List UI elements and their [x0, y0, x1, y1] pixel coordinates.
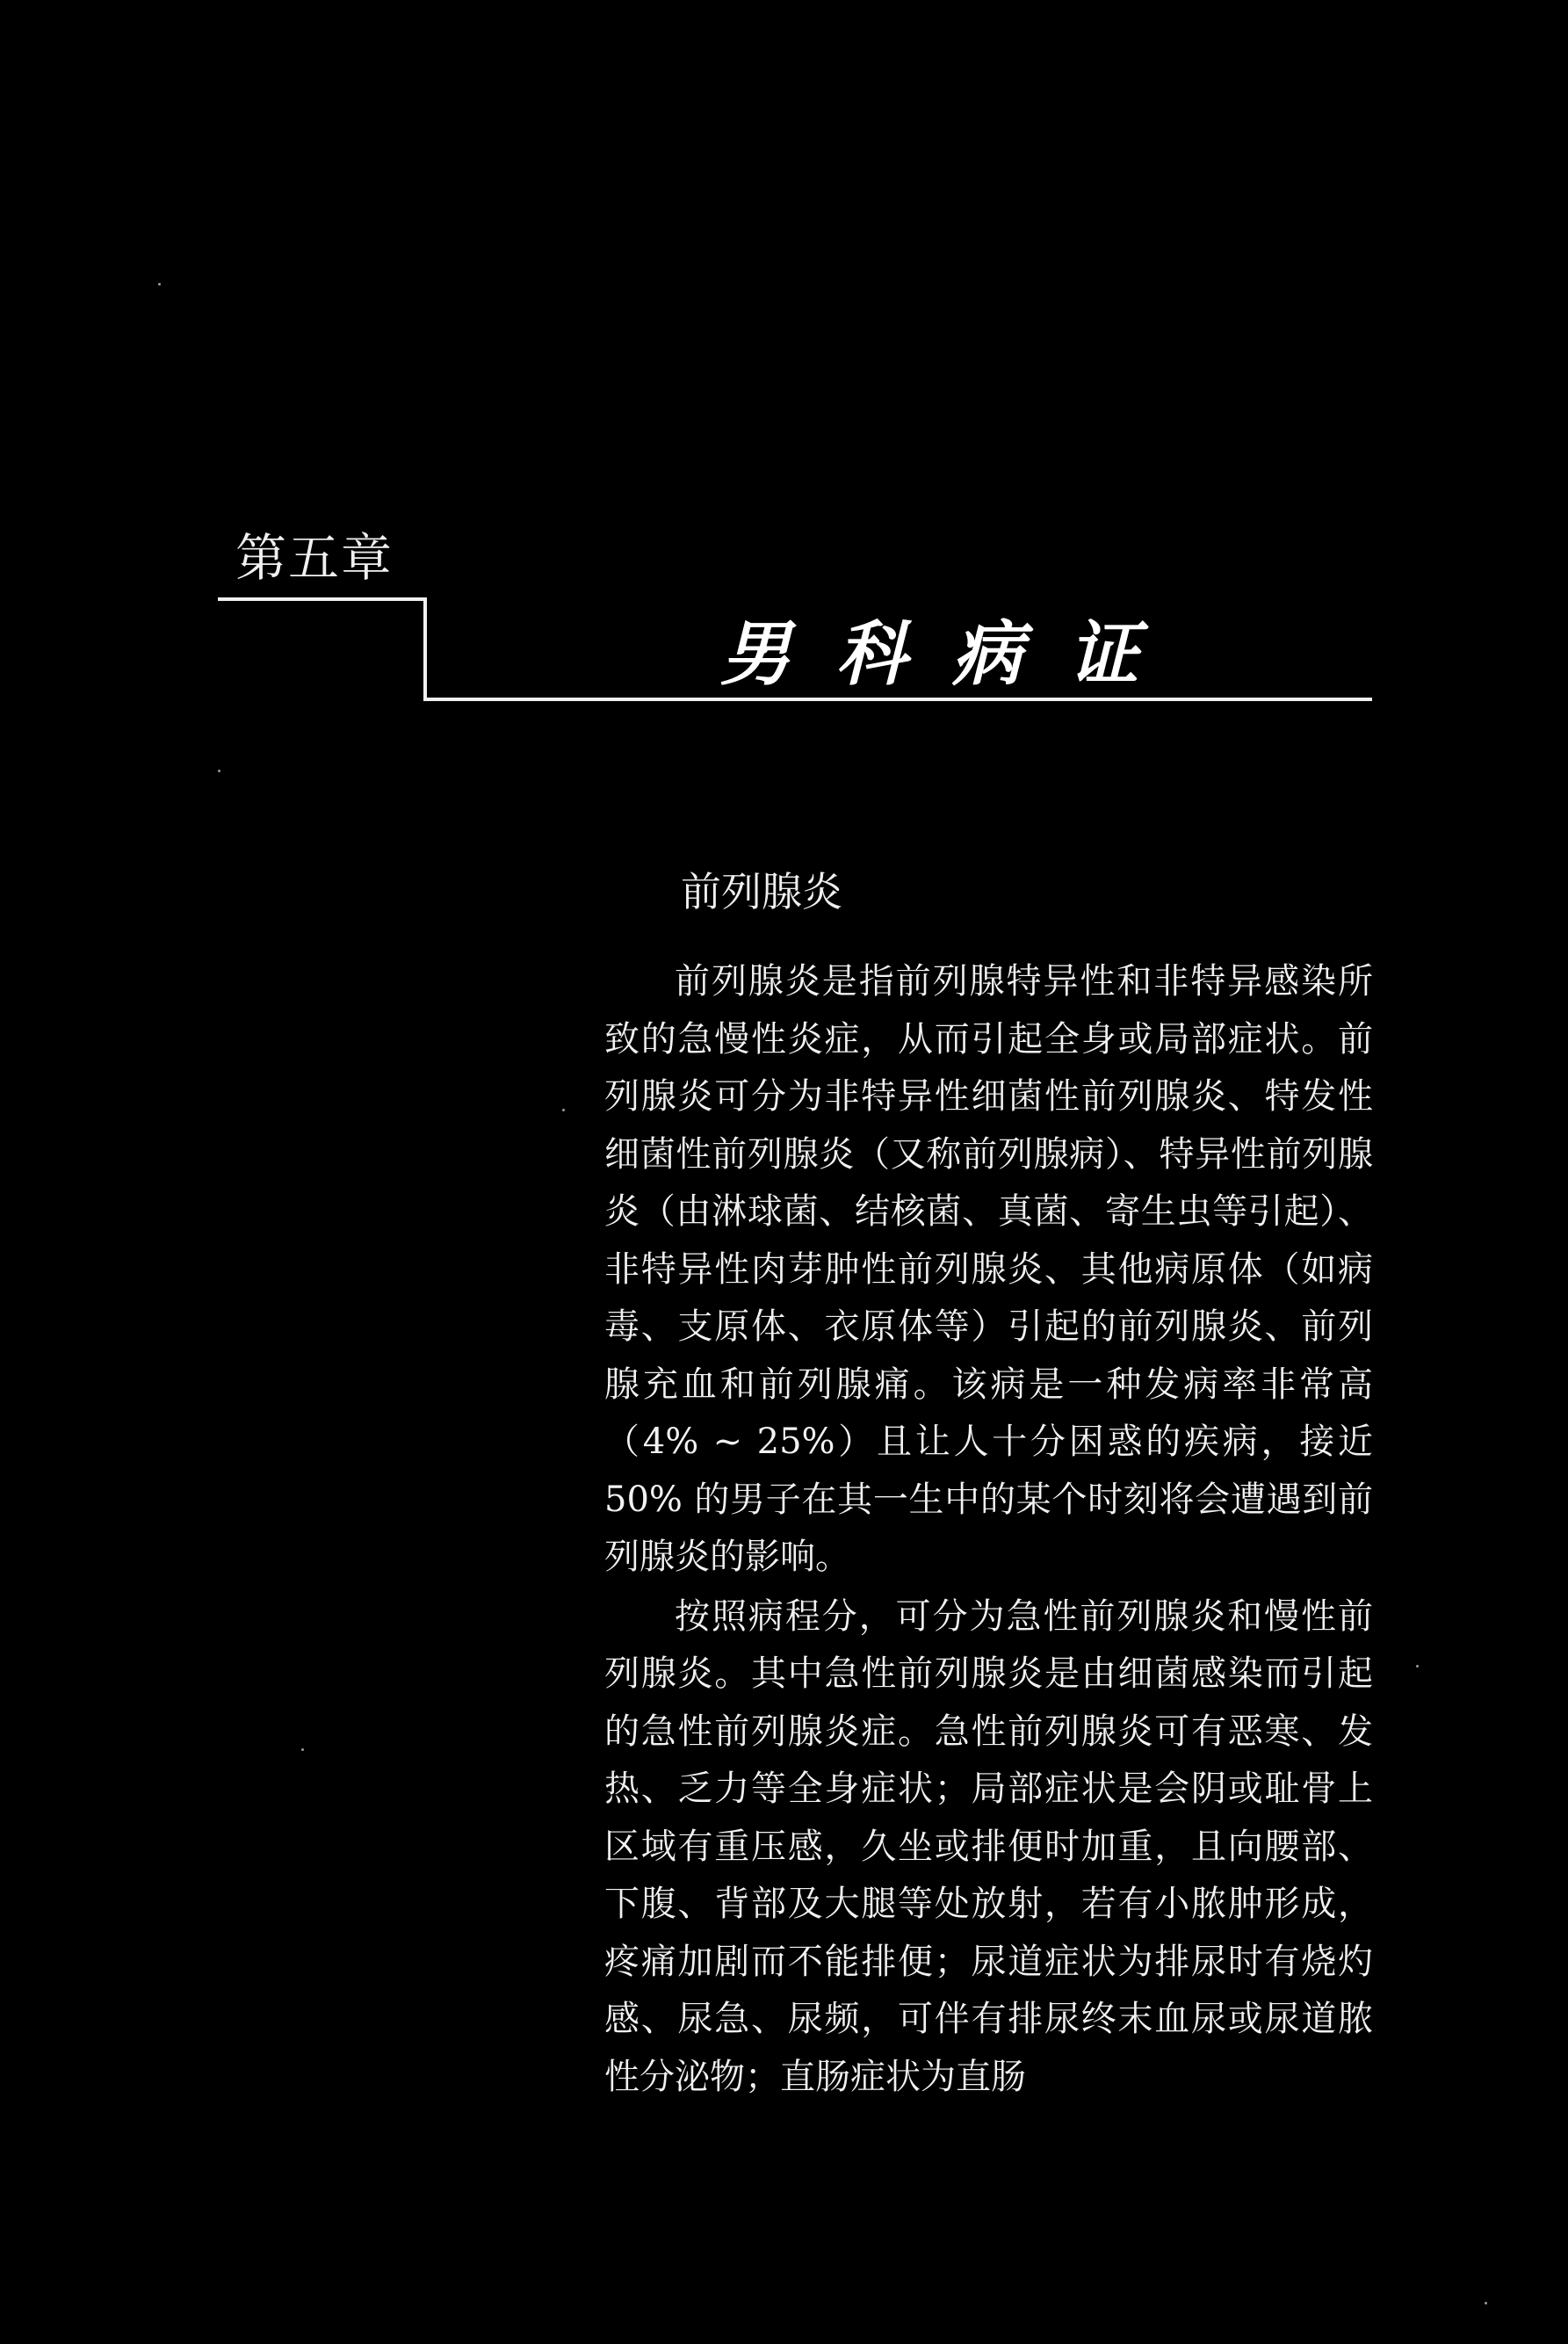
scan-speck	[562, 1109, 565, 1111]
chapter-rule-vertical	[423, 597, 427, 701]
paragraph: 按照病程分，可分为急性前列腺炎和慢性前列腺炎。其中急性前列腺炎是由细菌感染而引起的急性前列腺炎症。急性前列腺炎可有恶寒、发热、乏力等全身症状；局部症状是会阴或耻骨上区域有重压感，久坐或排便时加重，且向腰部、下腹、背部及大腿等处放射，若有小脓肿形成，疼痛加剧而不能排便；尿道症状为排尿时有烧灼感、尿急、尿频，可伴有排尿终末血尿或尿道脓性分泌物；直肠症状为直肠	[604, 1595, 1373, 2097]
chapter-rule-top	[218, 597, 427, 601]
scan-speck	[1485, 2302, 1487, 2304]
chapter-label: 第五章	[235, 528, 394, 588]
scan-speck	[158, 283, 161, 286]
scan-speck	[301, 1748, 304, 1751]
paragraph: 前列腺炎是指前列腺特异性和非特异感染所致的急慢性炎症，从而引起全身或局部症状。前列腺炎可分为非特异性细菌性前列腺炎、特发性细菌性前列腺炎（又称前列腺病）、特异性前列腺炎（由淋球菌、结核菌、真菌、寄生虫等引起）、非特异性肉芽肿性前列腺炎、其他病原体（如病毒、支原体、衣原体等）引起的前列腺炎、前列腺充血和前列腺痛。该病是一种发病率非常高（4% ~ 25%）且让人十分困惑的疾病，接近 50% 的男子在其一生中的某个时刻将会遭遇到前列腺炎的影响。	[604, 961, 1373, 1577]
chapter-title: 男科病证	[720, 613, 1184, 695]
scan-speck	[218, 770, 220, 772]
scan-speck	[1416, 1665, 1419, 1668]
section-title: 前列腺炎	[681, 868, 842, 915]
body-text	[604, 953, 1373, 2108]
